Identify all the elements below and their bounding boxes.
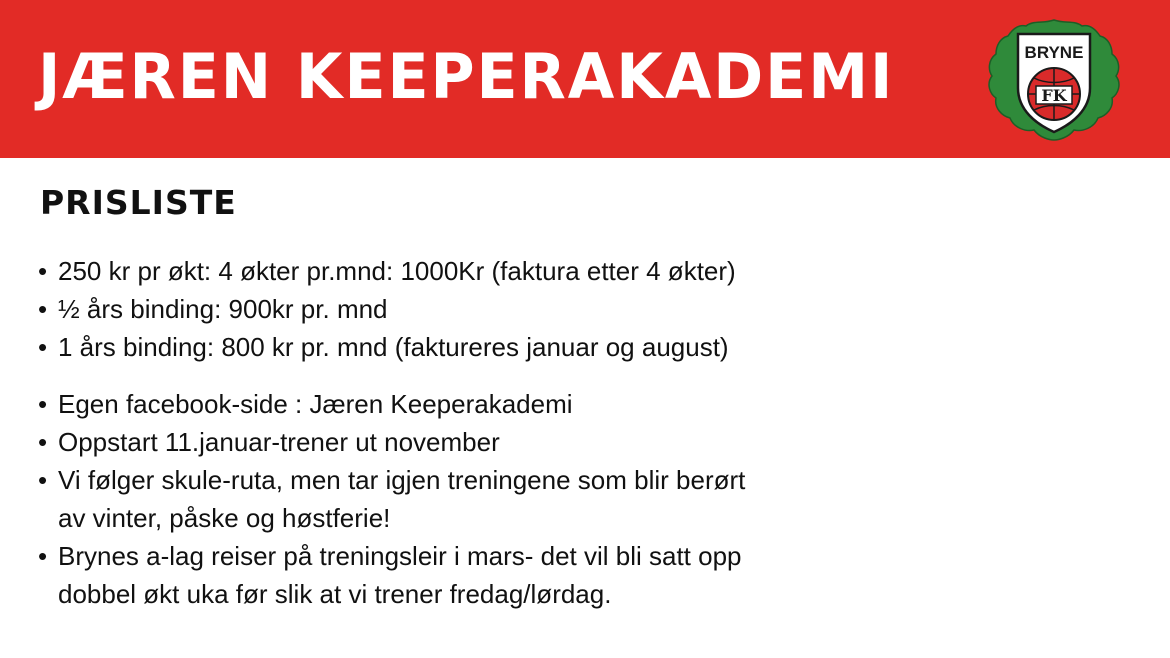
info-item-text: Oppstart 11.januar-trener ut november [58,427,500,457]
section-heading: PRISLISTE [40,183,237,222]
bullet-icon: • [38,427,48,457]
list-item [38,290,736,328]
info-item-text: Egen facebook-side : Jæren Keeperakademi [58,389,573,419]
list-item [38,461,745,499]
header-banner [0,0,1170,158]
list-item-continuation [38,499,745,537]
bullet-icon: • [38,294,48,324]
crest-fk-text: FK [1041,86,1067,105]
bullet-icon: • [38,541,48,571]
list-item [38,537,745,575]
pricing-item-text: 1 års binding: 800 kr pr. mnd (faktureres januar og august) [58,332,729,362]
info-item-text: av vinter, påske og høstferie! [58,503,391,533]
bullet-icon: • [38,332,48,362]
list-item [38,423,745,461]
crest-top-text: BRYNE [1024,43,1084,62]
list-item-continuation [38,575,745,613]
bullet-icon: • [38,465,48,495]
bullet-icon: • [38,256,48,286]
list-item [38,328,736,366]
list-item [38,252,736,290]
pricing-list [38,252,736,366]
info-item-text: dobbel økt uka før slik at vi trener fredag/lørdag. [58,579,612,609]
info-list [38,385,745,613]
page-title: JÆREN KEEPERAKADEMI [38,40,895,113]
pricing-item-text: 250 kr pr økt: 4 økter pr.mnd: 1000Kr (faktura etter 4 økter) [58,256,736,286]
info-item-text: Brynes a-lag reiser på treningsleir i mars- det vil bli satt opp [58,541,742,571]
pricing-item-text: ½ års binding: 900kr pr. mnd [58,294,388,324]
list-item [38,385,745,423]
bullet-icon: • [38,389,48,419]
info-item-text: Vi følger skule-ruta, men tar igjen treningene som blir berørt [58,465,746,495]
bryne-fk-crest-icon [984,18,1124,142]
